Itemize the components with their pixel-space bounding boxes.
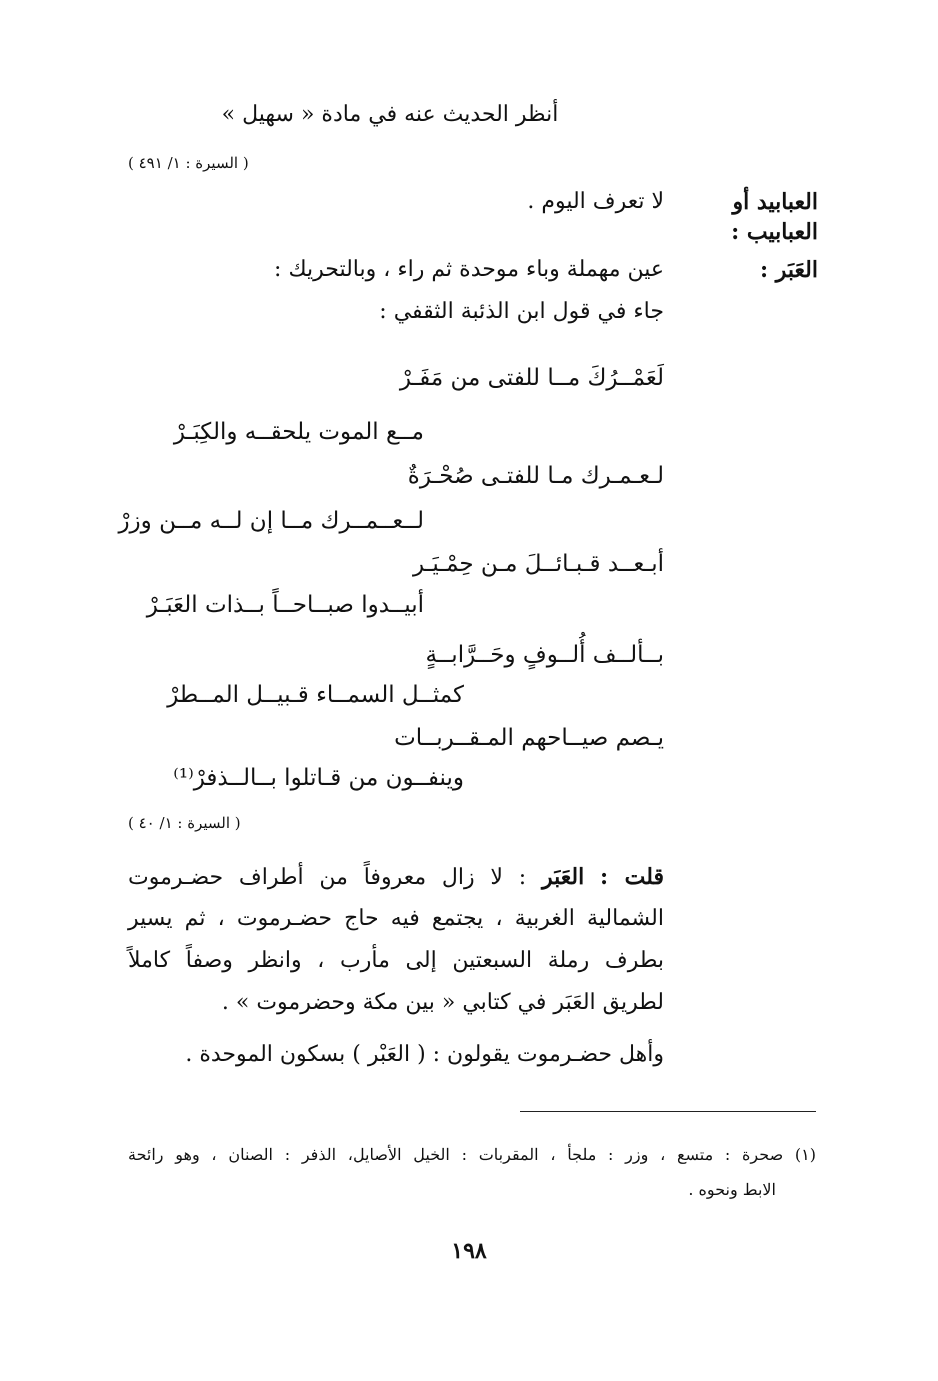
- verse-intro: جاء في قول ابن الذئبة الثقفي :: [379, 299, 664, 324]
- commentary-line: بطرف رملة السبعتين إلى مأرب ، وانظر وصفاً كاملاً: [128, 948, 664, 973]
- commentary-line: [128, 862, 664, 893]
- footnote-line: الابط ونحوه .: [688, 1180, 776, 1199]
- poem-verse: أبيــدوا صبــاحــاً بــذات العَبَـرْ: [146, 592, 424, 618]
- citation-sira-491: ( السيرة : ١/ ٤٩١ ): [128, 154, 249, 172]
- footnote-separator: [520, 1111, 816, 1112]
- poem-verse: وينفــون من قـاتلوا بــالــذفرْ⁽¹⁾: [173, 765, 464, 791]
- definition-ababid: لا تعرف اليوم .: [527, 189, 664, 214]
- commentary-term: العَبَر: [542, 864, 585, 890]
- headword-abar: العَبَر :: [760, 257, 818, 283]
- poem-verse: لــعــمــرك مــا إن لــه مــن وزرْ: [118, 508, 424, 534]
- headword-ababib: العبابيب :: [731, 219, 818, 245]
- pronunciation-note: وأهل حضـرموت يقولون : ( العَبْر ) بسكون الموحدة .: [185, 1042, 664, 1067]
- poem-verse: أبـعــد قـبـائــلَ مـن حِمْـيَـر: [412, 551, 664, 577]
- poem-verse: يـصم صيــاحهم المـقــربــات: [394, 725, 664, 751]
- commentary-line: الشمالية الغربية ، يجتمع فيه حاج حضـرموت ، ثم يسير: [128, 906, 664, 931]
- definition-abar: عين مهملة وباء موحدة ثم راء ، وبالتحريك :: [274, 257, 664, 282]
- poem-verse: كمثــل السمــاء قـبيــل المــطرْ: [167, 682, 464, 708]
- commentary-line: لطريق العَبَر في كتابي « بين مكة وحضرموت » .: [221, 990, 664, 1015]
- headword-ababid: العبابيد أو: [732, 189, 818, 215]
- commentary-text: : لا زال معروفاً من أطراف حضـرموت: [128, 865, 527, 890]
- commentary-label: قلت :: [600, 864, 665, 890]
- poem-verse: مــع الموت يلحقــه والكِبَـرْ: [173, 419, 424, 445]
- page-number: ١٩٨: [451, 1238, 487, 1264]
- cross-reference-note: أنظر الحديث عنه في مادة « سهيل »: [221, 102, 559, 127]
- citation-sira-40: ( السيرة : ١/ ٤٠ ): [128, 814, 241, 832]
- poem-verse: بــألــف أُلــوفٍ وحَــرَّابــةٍ: [425, 642, 664, 668]
- poem-verse: لـعـمـرك مـا للفتـى صُحْـرَةٌ: [407, 463, 664, 489]
- footnote-line: (١) صحرة : متسع ، وزر : ملجأ ، المقربات : الخيل الأصايل، الذفر : الصنان ، وهو رائحة: [128, 1145, 816, 1164]
- poem-verse: لَعَمْــرُكَ مــا للفتى من مَفَـرْ: [399, 365, 664, 391]
